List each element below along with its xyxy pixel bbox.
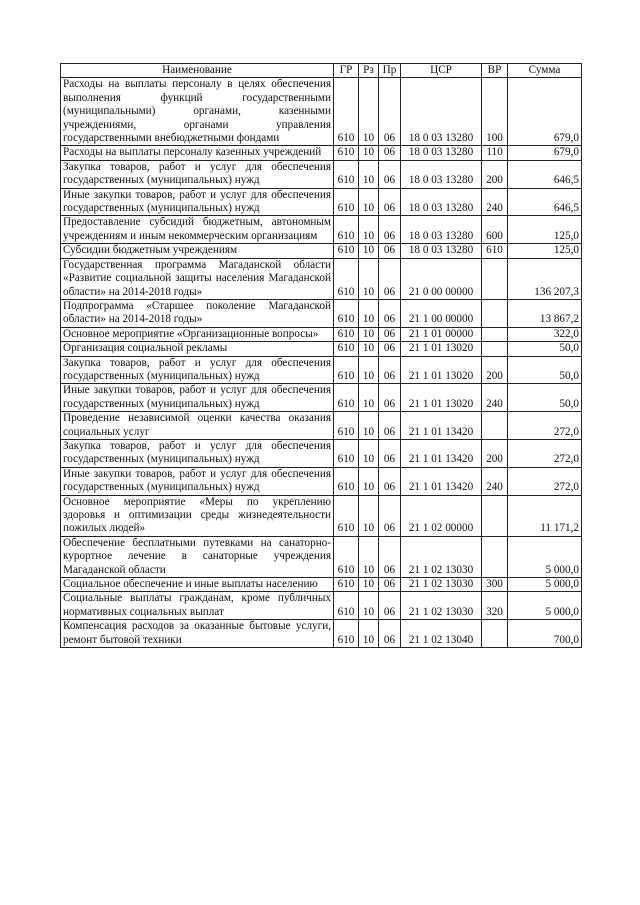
cell-sum: 50,0	[508, 342, 582, 356]
cell-vr	[482, 536, 508, 577]
cell-vr	[482, 258, 508, 299]
cell-csr: 21 1 01 13020	[401, 342, 482, 356]
cell-pr: 06	[379, 495, 401, 536]
table-row	[61, 216, 582, 244]
cell-rz: 10	[359, 342, 379, 356]
cell-name: Основное мероприятие «Организационные вопросы»	[61, 327, 334, 341]
cell-gr: 610	[334, 299, 359, 327]
header-name: Наименование	[61, 64, 334, 78]
cell-rz: 10	[359, 188, 379, 216]
cell-gr: 610	[334, 495, 359, 536]
cell-rz: 10	[359, 384, 379, 412]
cell-name: Компенсация расходов за оказанные бытовые услуги, ремонт бытовой техники	[61, 620, 334, 648]
cell-gr: 610	[334, 342, 359, 356]
cell-vr	[482, 327, 508, 341]
cell-name: Иные закупки товаров, работ и услуг для обеспечения государственных (муниципальных) нужд	[61, 384, 334, 412]
cell-csr: 21 1 02 13030	[401, 578, 482, 592]
cell-vr: 320	[482, 592, 508, 620]
cell-gr: 610	[334, 160, 359, 188]
cell-csr: 21 1 02 13030	[401, 536, 482, 577]
cell-pr: 06	[379, 188, 401, 216]
cell-csr: 18 0 03 13280	[401, 146, 482, 160]
cell-csr: 18 0 03 13280	[401, 188, 482, 216]
cell-rz: 10	[359, 299, 379, 327]
cell-rz: 10	[359, 592, 379, 620]
cell-name: Обеспечение бесплатными путевками на санаторно-курортное лечение в санаторные учреждения Магаданской области	[61, 536, 334, 577]
cell-csr: 21 1 01 00000	[401, 327, 482, 341]
cell-sum: 646,5	[508, 188, 582, 216]
cell-pr: 06	[379, 384, 401, 412]
cell-name: Предоставление субсидий бюджетным, автономным учреждениям и иным некоммерческим организациям	[61, 216, 334, 244]
cell-gr: 610	[334, 384, 359, 412]
cell-rz: 10	[359, 78, 379, 146]
cell-rz: 10	[359, 160, 379, 188]
table-row	[61, 342, 582, 356]
cell-pr: 06	[379, 146, 401, 160]
cell-vr	[482, 342, 508, 356]
cell-gr: 610	[334, 439, 359, 467]
table-body	[61, 78, 582, 648]
cell-rz: 10	[359, 495, 379, 536]
cell-gr: 610	[334, 327, 359, 341]
cell-csr: 21 1 01 13020	[401, 384, 482, 412]
cell-sum: 5 000,0	[508, 578, 582, 592]
table-header-row	[61, 64, 582, 78]
table-row	[61, 592, 582, 620]
header-pr: Пр	[379, 64, 401, 78]
cell-vr: 300	[482, 578, 508, 592]
cell-csr: 18 0 03 13280	[401, 216, 482, 244]
cell-sum: 13 867,2	[508, 299, 582, 327]
header-sum: Сумма	[508, 64, 582, 78]
cell-sum: 679,0	[508, 78, 582, 146]
cell-csr: 21 0 00 00000	[401, 258, 482, 299]
cell-gr: 610	[334, 578, 359, 592]
cell-sum: 322,0	[508, 327, 582, 341]
table-row	[61, 146, 582, 160]
cell-pr: 06	[379, 244, 401, 258]
cell-sum: 11 171,2	[508, 495, 582, 536]
cell-gr: 610	[334, 620, 359, 648]
cell-gr: 610	[334, 356, 359, 384]
cell-gr: 610	[334, 592, 359, 620]
cell-gr: 610	[334, 78, 359, 146]
cell-name: Государственная программа Магаданской области «Развитие социальной защиты населения Магаданской области» на 2014-2018 годы»	[61, 258, 334, 299]
table-row	[61, 578, 582, 592]
header-gr: ГР	[334, 64, 359, 78]
cell-name: Субсидии бюджетным учреждениям	[61, 244, 334, 258]
table-row	[61, 536, 582, 577]
cell-pr: 06	[379, 78, 401, 146]
table-row	[61, 244, 582, 258]
cell-sum: 136 207,3	[508, 258, 582, 299]
cell-pr: 06	[379, 578, 401, 592]
table-row	[61, 412, 582, 440]
cell-pr: 06	[379, 536, 401, 577]
cell-name: Социальные выплаты гражданам, кроме публичных нормативных социальных выплат	[61, 592, 334, 620]
cell-rz: 10	[359, 439, 379, 467]
cell-sum: 5 000,0	[508, 592, 582, 620]
cell-sum: 272,0	[508, 467, 582, 495]
cell-rz: 10	[359, 578, 379, 592]
cell-vr: 200	[482, 160, 508, 188]
cell-sum: 272,0	[508, 412, 582, 440]
cell-csr: 18 0 03 13280	[401, 78, 482, 146]
cell-rz: 10	[359, 536, 379, 577]
cell-rz: 10	[359, 467, 379, 495]
cell-name: Основное мероприятие «Меры по укреплению здоровья и оптимизации среды жизнедеятельности пожилых людей»	[61, 495, 334, 536]
cell-vr	[482, 299, 508, 327]
cell-gr: 610	[334, 536, 359, 577]
cell-gr: 610	[334, 188, 359, 216]
cell-name: Социальное обеспечение и иные выплаты населению	[61, 578, 334, 592]
cell-csr: 21 1 02 13040	[401, 620, 482, 648]
cell-sum: 50,0	[508, 356, 582, 384]
cell-vr: 240	[482, 188, 508, 216]
cell-rz: 10	[359, 244, 379, 258]
table-row	[61, 160, 582, 188]
cell-vr	[482, 412, 508, 440]
table-row	[61, 384, 582, 412]
budget-table	[60, 63, 582, 648]
cell-name: Расходы на выплаты персоналу в целях обеспечения выполнения функций государственными (муниципальными) органами, казенными учреждениями, органами управления государственными внебюджетными фондами	[61, 78, 334, 146]
cell-sum: 700,0	[508, 620, 582, 648]
cell-pr: 06	[379, 356, 401, 384]
cell-sum: 5 000,0	[508, 536, 582, 577]
cell-vr: 200	[482, 356, 508, 384]
table-row	[61, 439, 582, 467]
cell-vr	[482, 495, 508, 536]
cell-name: Иные закупки товаров, работ и услуг для обеспечения государственных (муниципальных) нужд	[61, 467, 334, 495]
cell-name: Подпрограмма «Старшее поколение Магаданской области» на 2014-2018 годы»	[61, 299, 334, 327]
cell-gr: 610	[334, 412, 359, 440]
cell-vr: 600	[482, 216, 508, 244]
table-row	[61, 620, 582, 648]
cell-name: Расходы на выплаты персоналу казенных учреждений	[61, 146, 334, 160]
cell-rz: 10	[359, 412, 379, 440]
cell-vr: 200	[482, 439, 508, 467]
cell-pr: 06	[379, 160, 401, 188]
cell-sum: 272,0	[508, 439, 582, 467]
cell-gr: 610	[334, 467, 359, 495]
cell-pr: 06	[379, 216, 401, 244]
table-row	[61, 258, 582, 299]
table-row	[61, 299, 582, 327]
table-row	[61, 356, 582, 384]
header-rz: Рз	[359, 64, 379, 78]
cell-sum: 646,5	[508, 160, 582, 188]
cell-pr: 06	[379, 467, 401, 495]
cell-vr: 100	[482, 78, 508, 146]
cell-name: Закупка товаров, работ и услуг для обеспечения государственных (муниципальных) нужд	[61, 160, 334, 188]
document-page	[60, 63, 581, 648]
cell-rz: 10	[359, 216, 379, 244]
cell-csr: 21 1 00 00000	[401, 299, 482, 327]
cell-sum: 50,0	[508, 384, 582, 412]
cell-csr: 21 1 01 13420	[401, 467, 482, 495]
cell-csr: 21 1 02 00000	[401, 495, 482, 536]
cell-name: Иные закупки товаров, работ и услуг для обеспечения государственных (муниципальных) нужд	[61, 188, 334, 216]
cell-pr: 06	[379, 412, 401, 440]
cell-csr: 21 1 01 13420	[401, 439, 482, 467]
table-row	[61, 495, 582, 536]
cell-vr: 610	[482, 244, 508, 258]
header-csr: ЦСР	[401, 64, 482, 78]
table-row	[61, 188, 582, 216]
cell-csr: 21 1 01 13020	[401, 356, 482, 384]
cell-rz: 10	[359, 620, 379, 648]
cell-csr: 21 1 02 13030	[401, 592, 482, 620]
cell-csr: 18 0 03 13280	[401, 160, 482, 188]
cell-gr: 610	[334, 146, 359, 160]
cell-sum: 679,0	[508, 146, 582, 160]
cell-rz: 10	[359, 146, 379, 160]
cell-gr: 610	[334, 258, 359, 299]
cell-name: Закупка товаров, работ и услуг для обеспечения государственных (муниципальных) нужд	[61, 439, 334, 467]
table-row	[61, 327, 582, 341]
cell-pr: 06	[379, 258, 401, 299]
cell-csr: 18 0 03 13280	[401, 244, 482, 258]
cell-name: Организация социальной рекламы	[61, 342, 334, 356]
cell-name: Проведение независимой оценки качества оказания социальных услуг	[61, 412, 334, 440]
cell-vr: 110	[482, 146, 508, 160]
table-row	[61, 78, 582, 146]
cell-csr: 21 1 01 13420	[401, 412, 482, 440]
cell-gr: 610	[334, 216, 359, 244]
cell-rz: 10	[359, 258, 379, 299]
cell-rz: 10	[359, 327, 379, 341]
cell-pr: 06	[379, 299, 401, 327]
cell-pr: 06	[379, 439, 401, 467]
table-row	[61, 467, 582, 495]
cell-sum: 125,0	[508, 244, 582, 258]
cell-vr: 240	[482, 384, 508, 412]
cell-pr: 06	[379, 327, 401, 341]
cell-pr: 06	[379, 342, 401, 356]
cell-sum: 125,0	[508, 216, 582, 244]
cell-vr: 240	[482, 467, 508, 495]
header-vr: ВР	[482, 64, 508, 78]
cell-pr: 06	[379, 592, 401, 620]
cell-gr: 610	[334, 244, 359, 258]
cell-pr: 06	[379, 620, 401, 648]
cell-name: Закупка товаров, работ и услуг для обеспечения государственных (муниципальных) нужд	[61, 356, 334, 384]
cell-vr	[482, 620, 508, 648]
cell-rz: 10	[359, 356, 379, 384]
